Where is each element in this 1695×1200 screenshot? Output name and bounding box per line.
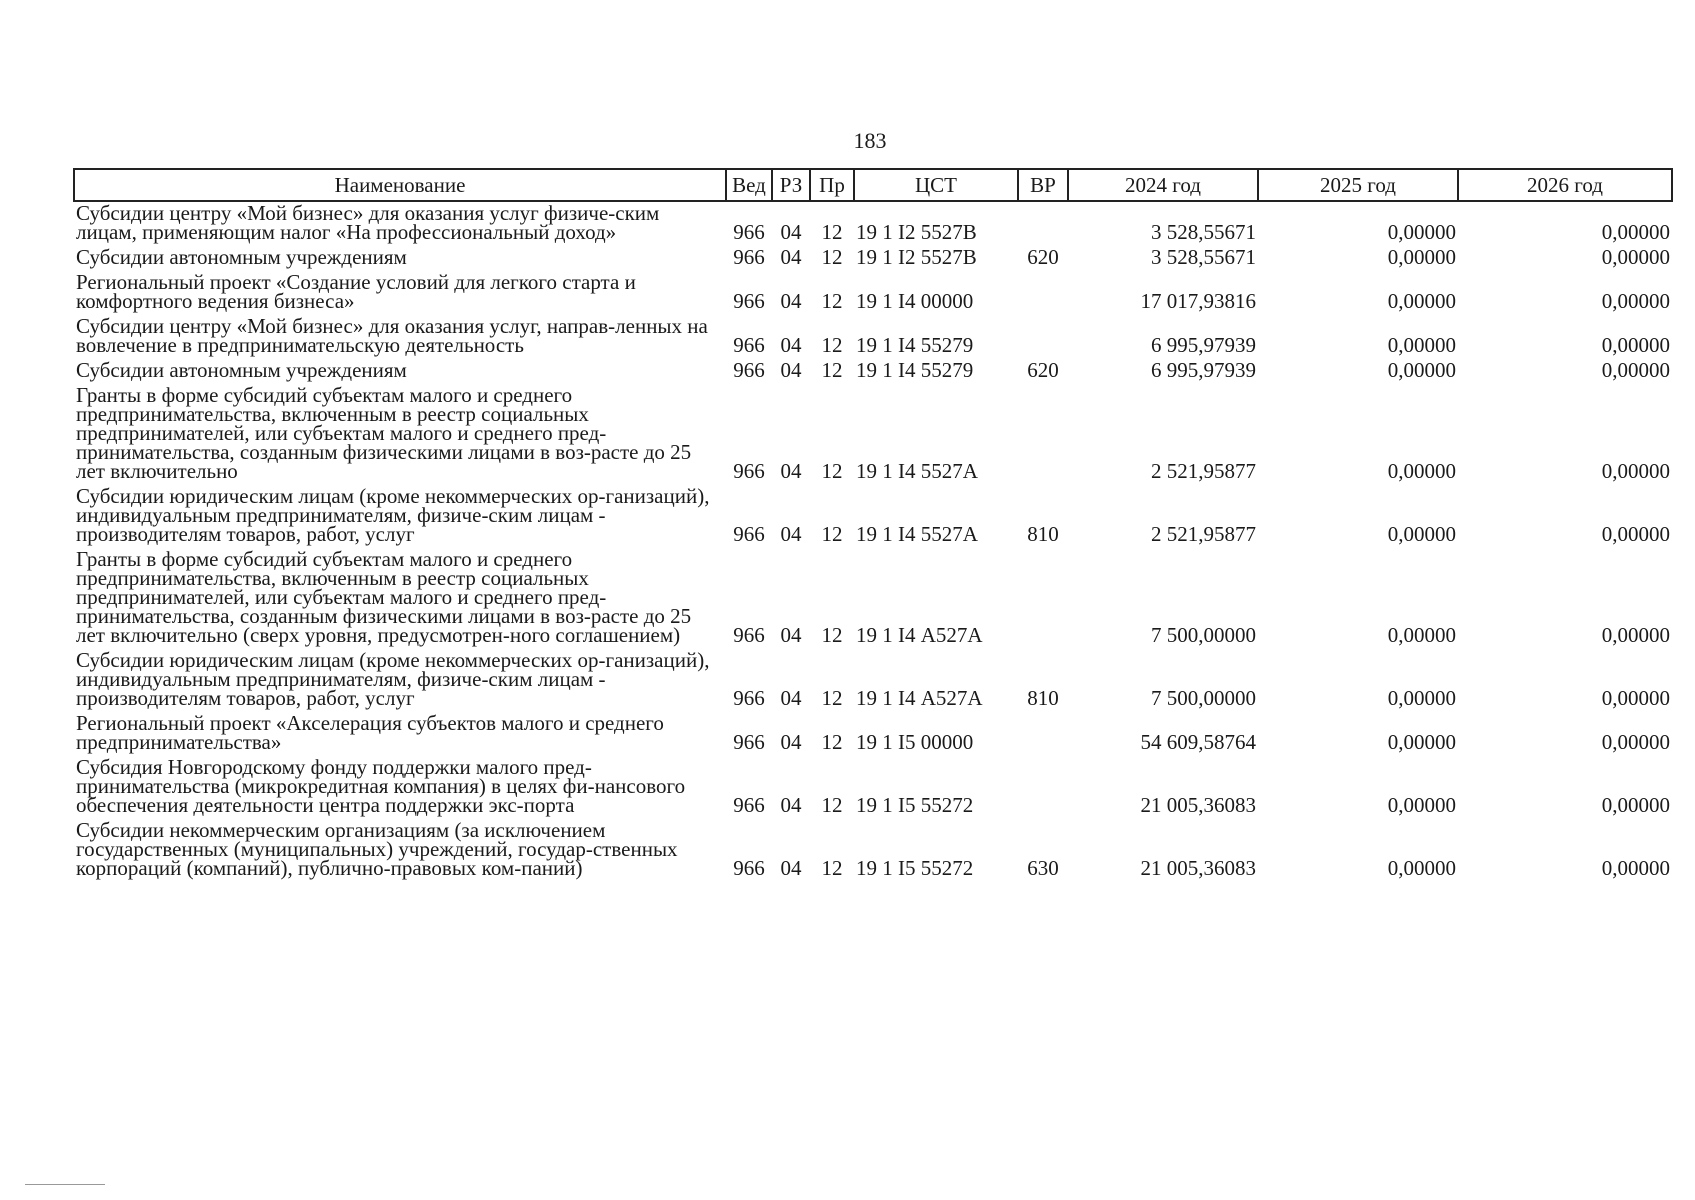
cell-y2024: 54 609,58764 bbox=[1140, 730, 1256, 754]
header-name: Наименование bbox=[74, 169, 726, 201]
cell-y2024: 6 995,97939 bbox=[1151, 333, 1256, 357]
cell-ved: 966 bbox=[733, 358, 765, 382]
cell-y2024: 7 500,00000 bbox=[1151, 623, 1256, 647]
cell-y2025: 0,00000 bbox=[1387, 686, 1456, 710]
table-header bbox=[74, 169, 1672, 201]
cell-pr: 12 bbox=[821, 793, 843, 817]
cell-cst: 19 1 I4 55279 bbox=[856, 358, 974, 382]
cell-y2026: 0,00000 bbox=[1601, 289, 1670, 313]
cell-name: Гранты в форме субсидий субъектам малого и среднего предпринимательства, включенным в реестр социальных предпринимателей, или субъектам малого и среднего пред-принимательства, созданным физическими лицами в воз-расте до 25 лет включительно bbox=[76, 383, 692, 483]
cell-cst: 19 1 I4 А527А bbox=[856, 686, 983, 710]
cell-vr: 630 bbox=[1027, 856, 1059, 880]
cell-vr bbox=[1018, 315, 1068, 359]
cell-rz: 04 bbox=[780, 522, 802, 546]
cell-name: Субсидии центру «Мой бизнес» для оказания услуг, направ-ленных на вовлечение в предпринимательскую деятельность bbox=[76, 314, 708, 357]
cell-vr bbox=[1018, 712, 1068, 756]
cell-y2026: 0,00000 bbox=[1601, 358, 1670, 382]
cell-rz: 04 bbox=[780, 289, 802, 313]
header-ved: Вед bbox=[726, 169, 772, 201]
cell-y2025: 0,00000 bbox=[1387, 220, 1456, 244]
cell-name: Субсидии автономным учреждениям bbox=[76, 358, 407, 382]
table-row bbox=[74, 246, 1672, 271]
header-cst: ЦСТ bbox=[854, 169, 1018, 201]
cell-y2026: 0,00000 bbox=[1601, 686, 1670, 710]
cell-ved: 966 bbox=[733, 245, 765, 269]
cell-y2024: 2 521,95877 bbox=[1151, 522, 1256, 546]
cell-rz: 04 bbox=[780, 459, 802, 483]
cell-name: Субсидии некоммерческим организациям (за исключением государственных (муниципальных) учреждений, государ-ственных корпораций (компаний), публично-правовых ком-паний) bbox=[76, 818, 678, 880]
cell-name: Субсидии автономным учреждениям bbox=[76, 245, 407, 269]
table-row bbox=[74, 819, 1672, 882]
cell-ved: 966 bbox=[733, 333, 765, 357]
cell-cst: 19 1 I4 5527А bbox=[856, 522, 978, 546]
cell-vr bbox=[1018, 384, 1068, 485]
cell-pr: 12 bbox=[821, 245, 843, 269]
cell-pr: 12 bbox=[821, 358, 843, 382]
cell-rz: 04 bbox=[780, 623, 802, 647]
cell-y2025: 0,00000 bbox=[1387, 333, 1456, 357]
table-row bbox=[74, 649, 1672, 712]
cell-vr: 620 bbox=[1027, 358, 1059, 382]
cell-pr: 12 bbox=[821, 289, 843, 313]
cell-vr: 810 bbox=[1027, 686, 1059, 710]
cell-y2025: 0,00000 bbox=[1387, 459, 1456, 483]
header-row bbox=[74, 169, 1672, 201]
header-vr: ВР bbox=[1018, 169, 1068, 201]
cell-ved: 966 bbox=[733, 686, 765, 710]
cell-ved: 966 bbox=[733, 289, 765, 313]
cell-ved: 966 bbox=[733, 856, 765, 880]
cell-cst: 19 1 I4 А527А bbox=[856, 623, 983, 647]
cell-vr bbox=[1018, 271, 1068, 315]
table-body bbox=[74, 201, 1672, 882]
cell-cst: 19 1 I4 55279 bbox=[856, 333, 974, 357]
cell-y2026: 0,00000 bbox=[1601, 730, 1670, 754]
cell-y2024: 3 528,55671 bbox=[1151, 220, 1256, 244]
cell-pr: 12 bbox=[821, 522, 843, 546]
cell-y2026: 0,00000 bbox=[1601, 793, 1670, 817]
cell-ved: 966 bbox=[733, 459, 765, 483]
cell-vr: 810 bbox=[1027, 522, 1059, 546]
cell-vr bbox=[1018, 548, 1068, 649]
cell-pr: 12 bbox=[821, 686, 843, 710]
cell-pr: 12 bbox=[821, 856, 843, 880]
cell-y2026: 0,00000 bbox=[1601, 522, 1670, 546]
cell-cst: 19 1 I2 5527В bbox=[856, 245, 977, 269]
cell-cst: 19 1 I5 55272 bbox=[856, 793, 974, 817]
header-2025: 2025 год bbox=[1258, 169, 1458, 201]
cell-ved: 966 bbox=[733, 220, 765, 244]
cell-rz: 04 bbox=[780, 333, 802, 357]
header-pr: Пр bbox=[810, 169, 854, 201]
cell-rz: 04 bbox=[780, 358, 802, 382]
cell-rz: 04 bbox=[780, 220, 802, 244]
cell-y2025: 0,00000 bbox=[1387, 289, 1456, 313]
cell-cst: 19 1 I5 55272 bbox=[856, 856, 974, 880]
cell-y2024: 21 005,36083 bbox=[1140, 793, 1256, 817]
cell-name: Гранты в форме субсидий субъектам малого и среднего предпринимательства, включенным в реестр социальных предпринимателей, или субъектам малого и среднего пред-принимательства, созданным физическими лицами в воз-расте до 25 лет включительно (сверх уровня, предусмотрен-ного соглашением) bbox=[76, 547, 692, 647]
cell-rz: 04 bbox=[780, 856, 802, 880]
table-row bbox=[74, 359, 1672, 384]
cell-y2026: 0,00000 bbox=[1601, 220, 1670, 244]
cell-name: Субсидии центру «Мой бизнес» для оказания услуг физиче-ским лицам, применяющим налог «На профессиональный доход» bbox=[76, 201, 660, 244]
cell-y2024: 3 528,55671 bbox=[1151, 245, 1256, 269]
cell-rz: 04 bbox=[780, 730, 802, 754]
header-rz: РЗ bbox=[772, 169, 810, 201]
cell-y2024: 2 521,95877 bbox=[1151, 459, 1256, 483]
cell-name: Субсидии юридическим лицам (кроме некоммерческих ор-ганизаций), индивидуальным предпринимателям, физиче-ским лицам - производителям товаров, работ, услуг bbox=[76, 484, 710, 546]
table-row bbox=[74, 548, 1672, 649]
table-row bbox=[74, 384, 1672, 485]
cell-name: Региональный проект «Акселерация субъектов малого и среднего предпринимательства» bbox=[76, 711, 664, 754]
cell-vr: 620 bbox=[1027, 245, 1059, 269]
scan-margin-mark bbox=[25, 1184, 105, 1185]
cell-y2025: 0,00000 bbox=[1387, 856, 1456, 880]
cell-name: Субсидия Новгородскому фонду поддержки малого пред-принимательства (микрокредитная компания) в целях фи-нансового обеспечения деятельности центра поддержки экс-порта bbox=[76, 755, 686, 817]
cell-vr bbox=[1018, 201, 1068, 246]
header-2024: 2024 год bbox=[1068, 169, 1258, 201]
cell-rz: 04 bbox=[780, 793, 802, 817]
table-row bbox=[74, 756, 1672, 819]
cell-y2025: 0,00000 bbox=[1387, 793, 1456, 817]
cell-y2026: 0,00000 bbox=[1601, 459, 1670, 483]
cell-y2026: 0,00000 bbox=[1601, 856, 1670, 880]
cell-ved: 966 bbox=[733, 730, 765, 754]
cell-y2026: 0,00000 bbox=[1601, 623, 1670, 647]
table-row bbox=[74, 712, 1672, 756]
cell-ved: 966 bbox=[733, 623, 765, 647]
cell-cst: 19 1 I2 5527В bbox=[856, 220, 977, 244]
cell-y2024: 6 995,97939 bbox=[1151, 358, 1256, 382]
cell-y2025: 0,00000 bbox=[1387, 245, 1456, 269]
table-row bbox=[74, 315, 1672, 359]
cell-pr: 12 bbox=[821, 333, 843, 357]
cell-pr: 12 bbox=[821, 623, 843, 647]
cell-y2024: 21 005,36083 bbox=[1140, 856, 1256, 880]
cell-cst: 19 1 I5 00000 bbox=[856, 730, 974, 754]
table-row bbox=[74, 271, 1672, 315]
header-2026: 2026 год bbox=[1458, 169, 1672, 201]
budget-table bbox=[73, 168, 1673, 882]
cell-y2025: 0,00000 bbox=[1387, 358, 1456, 382]
cell-cst: 19 1 I4 5527А bbox=[856, 459, 978, 483]
cell-pr: 12 bbox=[821, 220, 843, 244]
cell-y2025: 0,00000 bbox=[1387, 522, 1456, 546]
table-row bbox=[74, 201, 1672, 246]
page-number: 183 bbox=[853, 128, 887, 153]
cell-cst: 19 1 I4 00000 bbox=[856, 289, 974, 313]
cell-ved: 966 bbox=[733, 522, 765, 546]
table-row bbox=[74, 485, 1672, 548]
cell-vr bbox=[1018, 756, 1068, 819]
cell-y2026: 0,00000 bbox=[1601, 333, 1670, 357]
cell-rz: 04 bbox=[780, 686, 802, 710]
cell-name: Региональный проект «Создание условий для легкого старта и комфортного ведения бизнеса» bbox=[76, 270, 636, 313]
cell-y2026: 0,00000 bbox=[1601, 245, 1670, 269]
cell-name: Субсидии юридическим лицам (кроме некоммерческих ор-ганизаций), индивидуальным предпринимателям, физиче-ским лицам - производителям товаров, работ, услуг bbox=[76, 648, 710, 710]
cell-y2025: 0,00000 bbox=[1387, 623, 1456, 647]
cell-y2025: 0,00000 bbox=[1387, 730, 1456, 754]
cell-rz: 04 bbox=[780, 245, 802, 269]
cell-pr: 12 bbox=[821, 459, 843, 483]
cell-y2024: 7 500,00000 bbox=[1151, 686, 1256, 710]
cell-ved: 966 bbox=[733, 793, 765, 817]
cell-pr: 12 bbox=[821, 730, 843, 754]
cell-y2024: 17 017,93816 bbox=[1140, 289, 1256, 313]
